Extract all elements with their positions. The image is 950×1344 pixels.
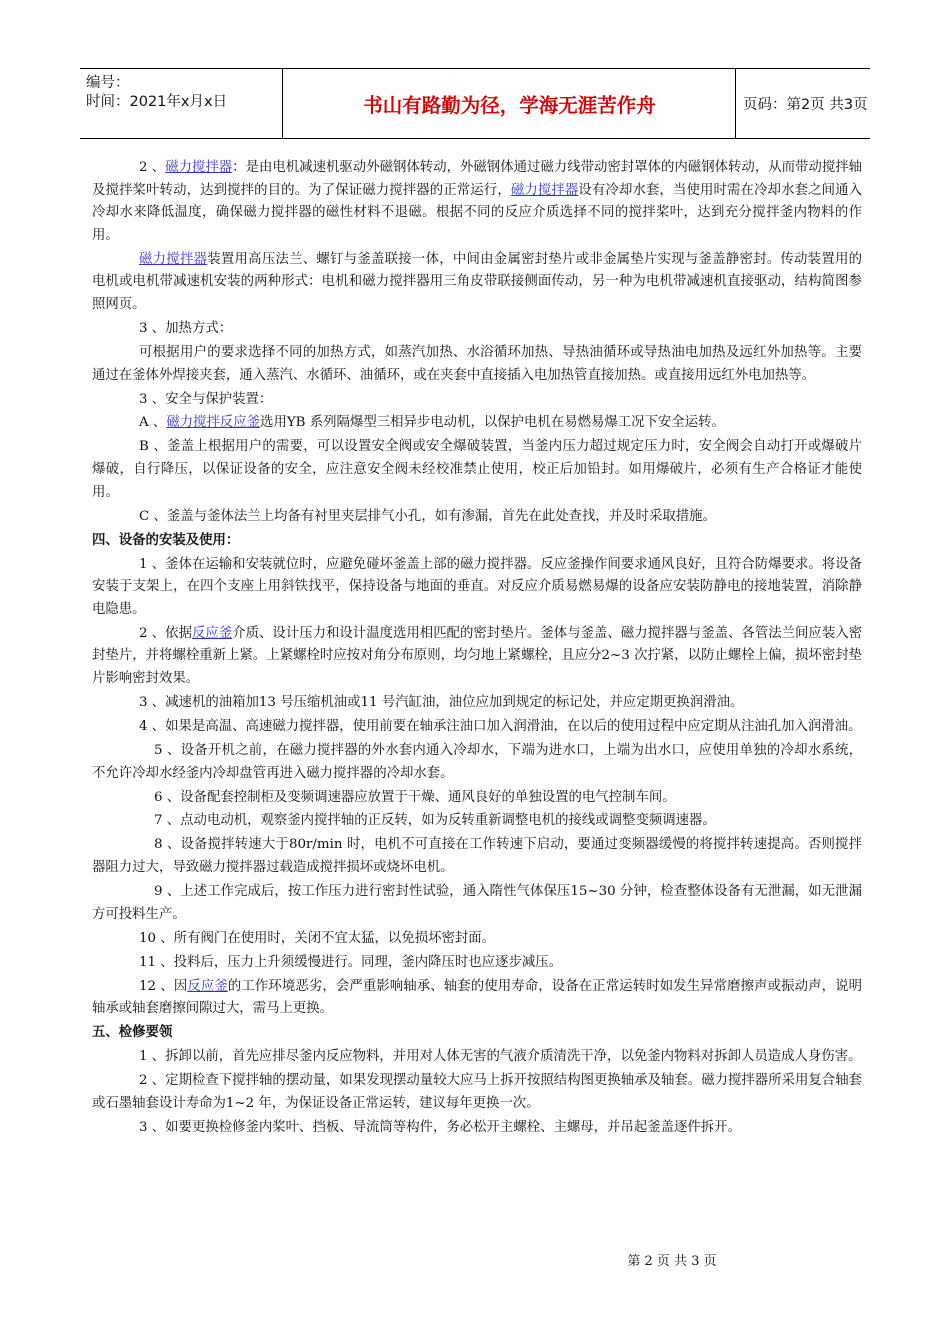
paragraph-text: 设有冷却水套，当使用时需在冷却水套之间通入冷却水来降低温度，确保磁力搅拌器的磁性材料不退磁。根据不同的反应介质选择不同的搅拌桨叶，达到充分搅拌釜内物料的作用。 (92, 182, 863, 243)
paragraph-text: 五、检修要领 (92, 1025, 173, 1041)
term-link[interactable]: 磁力搅拌反应釜 (166, 415, 261, 431)
paragraph-text: 11 、投料后，压力上升须缓慢进行。同理，釜内降压时也应逐步减压。 (139, 954, 563, 970)
paragraph (92, 1117, 862, 1140)
paragraph-text: C 、釜盖与釜体法兰上均备有衬里夹层排气小孔，如有渗漏，首先在此处查找，并及时采取措施。 (139, 508, 716, 524)
paragraph-text: 3 、减速机的油箱加13 号压缩机油或11 号汽缸油，油位应加到规定的标记处，并应定期更换润滑油。 (139, 694, 744, 710)
paragraph (92, 952, 862, 975)
paragraph-text: 9 、上述工作完成后，按工作压力进行密封性试验，通入隋性气体保压15~30 分钟，检查整体设备有无泄漏，如无泄漏方可投料生产。 (92, 884, 862, 922)
paragraph-text: 4 、如果是高温、高速磁力搅拌器，使用前要在轴承注油口加入润滑油，在以后的使用过程中应定期从注油孔加入润滑油。 (139, 718, 862, 734)
paragraph (92, 834, 862, 879)
paragraph (92, 506, 862, 529)
section-heading (92, 1022, 862, 1045)
paragraph-text: 3 、安全与保护装置： (139, 391, 273, 407)
paragraph-text: 3 、加热方式： (139, 320, 233, 336)
paragraph-text: 5 、设备开机之前，在磁力搅拌器的外水套内通入冷却水，下端为进水口，上端为出水口，应使用单独的冷却水系统，不允许冷却水经釜内冷却盘管再进入磁力搅拌器的冷却水套。 (92, 742, 862, 781)
paragraph-text: 四、设备的安装及使用： (92, 532, 240, 548)
paragraph (92, 342, 862, 387)
paragraph-text: 1 、釜体在运输和安装就位时，应避免碰坏釜盖上部的磁力搅拌器。反应釜操作间要求通风良好，且符合防爆要求。将设备安装于支架上，在四个支座上用斜铁找平，保持设备与地面的垂直。对反应介质易燃易爆的设备应安装防静电的接地装置，消除静电隐患。 (92, 556, 862, 617)
paragraph-text: 1 、拆卸以前，首先应排尽釜内反应物料，并用对人体无害的气液介质清洗干净，以免釜内物料对拆卸人员造成人身伤害。 (139, 1049, 862, 1065)
paragraph (92, 249, 862, 317)
paragraph (92, 157, 862, 247)
term-link[interactable]: 磁力搅拌器 (165, 160, 233, 175)
paragraph-text: 6 、设备配套控制柜及变频调速器应放置于干燥、通风良好的单独设置的电气控制车间。 (154, 789, 676, 805)
paragraph (92, 1070, 862, 1115)
paragraph-text: ：是由电机减速机驱动外磁钢体转动，外磁钢体通过磁力线带动密封罩体的内磁钢体转动，从而带动搅拌轴及搅拌桨叶转动，达到搅拌的目的。为了保证磁力搅拌器的正常运行， (92, 160, 863, 198)
header-page-label: 页码：第2页 共3页 (743, 97, 868, 113)
header-meta (80, 69, 283, 138)
term-link[interactable]: 磁力搅拌器 (139, 251, 208, 267)
paragraph-text: 介质、设计压力和设计温度选用相匹配的密封垫片。釜体与釜盖、磁力搅拌器与釜盖、各管法兰间应装入密封垫片，并将螺栓重新上紧。上紧螺栓时应按对角分布原则，均匀地上紧螺栓，且应分2~3 次拧紧，以防止螺栓上偏，损坏密封垫片影响密封效果。 (92, 625, 863, 686)
paragraph-text: 的工作环境恶劣，会严重影响轴承、轴套的使用寿命，设备在正常运转时如发生异常磨擦声或振动声，说明轴承或轴套磨擦间隙过大，需马上更换。 (92, 978, 862, 1017)
time-label: 时间：2021年x月x日 (86, 94, 228, 110)
paragraph (92, 436, 862, 504)
paragraph-text: B 、釜盖上根据用户的需要，可以设置安全阀或安全爆破装置，当釜内压力超过规定压力时，安全阀会自动打开或爆破片爆破，自行降压，以保证设备的安全，应注意安全阀未经校准禁止使用，校正后加铅封。如用爆破片，必须有生产合格证才能使用。 (92, 439, 862, 500)
paragraph-text: 12 、因 (139, 978, 188, 994)
term-link[interactable]: 反应釜 (192, 625, 233, 641)
paragraph (92, 881, 862, 926)
paragraph (92, 976, 862, 1021)
header-motto: 书山有路勤为径，学海无涯苦作舟 (284, 69, 736, 138)
paragraph (92, 389, 862, 412)
paragraph (92, 787, 862, 810)
number-label: 编号： (86, 75, 130, 91)
page-footer (0, 1250, 950, 1269)
paragraph-text: A 、 (139, 415, 167, 431)
page-header (80, 68, 870, 139)
paragraph-text: 可根据用户的要求选择不同的加热方式，如蒸汽加热、水浴循环加热、导热油循环或导热油电加热及远红外加热等。主要通过在釜体外焊接夹套，通入蒸汽、水循环、油循环，或在夹套中直接插入电加热管直接加热。或直接用远红外电加热等。 (92, 344, 862, 383)
term-link[interactable]: 磁力搅拌器 (510, 182, 579, 198)
paragraph (92, 740, 862, 785)
paragraph-text: 装置用高压法兰、螺钉与釜盖联接一体，中间由金属密封垫片或非金属垫片实现与釜盖静密封。传动装置用的电机或电机带减速机安装的两种形式：电机和磁力搅拌器用三角皮带联接侧面传动，另一种为电机带减速机直接驱动，结构简图参照网页。 (92, 251, 862, 312)
paragraph-text: 8 、设备搅拌转速大于80r/min 时，电机不可直接在工作转速下启动，要通过变频器缓慢的将搅拌转速提高。否则搅拌器阻力过大，导致磁力搅拌器过载造成搅拌损坏或烧坏电机。 (92, 837, 862, 876)
paragraph (92, 554, 862, 622)
paragraph-text: 2 、定期检查下搅拌轴的摆动量，如果发现摆动量较大应马上拆开按照结构图更换轴承及轴套。磁力搅拌器所采用复合轴套或石墨轴套设计寿命为1~2 年，为保证设备正常运转，建议每年更换一次。 (92, 1073, 862, 1111)
paragraph (92, 318, 862, 341)
paragraph-text: 10 、所有阀门在使用时，关闭不宜太猛，以免损坏密封面。 (139, 930, 496, 946)
paragraph-text: 选用YB 系列隔爆型三相异步电动机，以保护电机在易燃易爆工况下安全运转。 (260, 415, 725, 431)
paragraph (92, 692, 862, 715)
paragraph (92, 623, 862, 691)
document-body (92, 157, 862, 1141)
section-heading (92, 530, 862, 553)
paragraph (92, 412, 862, 435)
paragraph (92, 810, 862, 833)
paragraph-text: 3 、如要更换检修釜内桨叶、挡板、导流筒等构件，务必松开主螺栓、主螺母，并吊起釜盖逐件拆开。 (139, 1119, 741, 1135)
paragraph-text: 2 、 (139, 160, 166, 175)
footer-page-number: 第 2 页 共 3 页 (627, 1254, 717, 1269)
paragraph (92, 1046, 862, 1069)
paragraph-text: 7 、点动电动机，观察釜内搅拌轴的正反转，如为反转重新调整电机的接线或调整变频调速器。 (154, 813, 716, 829)
paragraph (92, 716, 862, 739)
paragraph-text: 2 、依据 (139, 625, 192, 641)
term-link[interactable]: 反应釜 (187, 978, 228, 994)
paragraph (92, 928, 862, 951)
